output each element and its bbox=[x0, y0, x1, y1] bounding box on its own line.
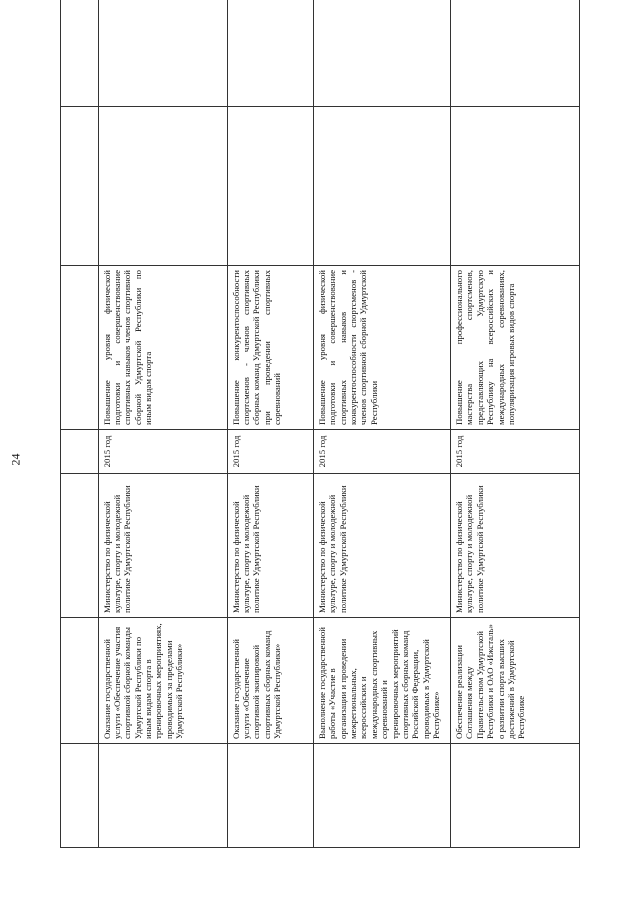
table-cell bbox=[98, 0, 227, 107]
table-cell bbox=[61, 266, 99, 430]
year-cell: 2015 год bbox=[98, 430, 227, 474]
table-row bbox=[227, 0, 313, 848]
rotated-table-wrapper bbox=[60, 28, 580, 848]
table-cell bbox=[98, 107, 227, 266]
year-cell: 2015 год bbox=[451, 430, 580, 474]
executor-cell: Министерство по физической культуре, спорту и молодежной политике Удмуртской Республики bbox=[227, 474, 313, 618]
result-cell: Повышение профессионального мастерства спортсменов, представляющих Удмуртскую Республику на всероссийских и международных соревнованиях, популяризация игровых видов спорта bbox=[451, 266, 580, 430]
page-number: 24 bbox=[8, 453, 23, 466]
table-cell bbox=[313, 107, 450, 266]
program-table bbox=[60, 0, 580, 848]
result-cell: Повышение уровня физической подготовки и совершенствование спортивных навыков членов спортивной сборной Удмуртской Республики по иным видам спорта bbox=[98, 266, 227, 430]
executor-cell: Министерство по физической культуре, спорту и молодежной политике Удмуртской Республики bbox=[313, 474, 450, 618]
table-cell bbox=[61, 107, 99, 266]
table-cell bbox=[313, 744, 450, 848]
table-row bbox=[451, 0, 580, 848]
table-cell bbox=[98, 744, 227, 848]
year-cell: 2015 год bbox=[313, 430, 450, 474]
service-cell: Выполнение государственной работы «Участие в организации и проведении межрегиональных, всероссийских и международных спортивных соревнований и тренировочных мероприятий спортивных сборных команд Российской Федерации, проводимых в Удмуртской Республике» bbox=[313, 618, 450, 744]
table-cell bbox=[451, 0, 580, 107]
result-cell: Повышение уровня физической подготовки и совершенствование спортивных навыков и конкурентоспособности спортсменов - членов спортивной сборной Удмуртской Республики bbox=[313, 266, 450, 430]
table-cell bbox=[61, 474, 99, 618]
table-row bbox=[313, 0, 450, 848]
service-cell: Оказание государственной услуги «Обеспечение участия спортивной сборной команды Удмуртской Республики по иным видам спорта в тренировочных мероприятиях, проводимых за пределами Удмуртской Республики» bbox=[98, 618, 227, 744]
service-cell: Оказание государственной услуги «Обеспечение спортивной экипировкой спортивных сборных команд Удмуртской Республики» bbox=[227, 618, 313, 744]
table-cell bbox=[61, 430, 99, 474]
table-cell bbox=[227, 744, 313, 848]
table-cell bbox=[61, 0, 99, 107]
table-cell bbox=[227, 107, 313, 266]
table-cell bbox=[61, 744, 99, 848]
executor-cell: Министерство по физической культуре, спорту и молодежной политике Удмуртской Республики bbox=[98, 474, 227, 618]
table-row bbox=[61, 0, 99, 848]
result-cell: Повышение конкурентоспособности спортсменов - членов спортивных сборных команд Удмуртской Республики при проведении спортивных соревнований bbox=[227, 266, 313, 430]
table-cell bbox=[227, 0, 313, 107]
table-row bbox=[98, 0, 227, 848]
table-cell bbox=[313, 0, 450, 107]
year-cell: 2015 год bbox=[227, 430, 313, 474]
executor-cell: Министерство по физической культуре, спорту и молодежной политике Удмуртской Республики bbox=[451, 474, 580, 618]
table-cell bbox=[451, 744, 580, 848]
service-cell: Обеспечение реализации Соглашения между Правительством Удмуртской Республики и ОАО «Ижсталь» о развитии спорта высших достижений в Удмуртской Республике bbox=[451, 618, 580, 744]
table-cell bbox=[451, 107, 580, 266]
table-cell bbox=[61, 618, 99, 744]
